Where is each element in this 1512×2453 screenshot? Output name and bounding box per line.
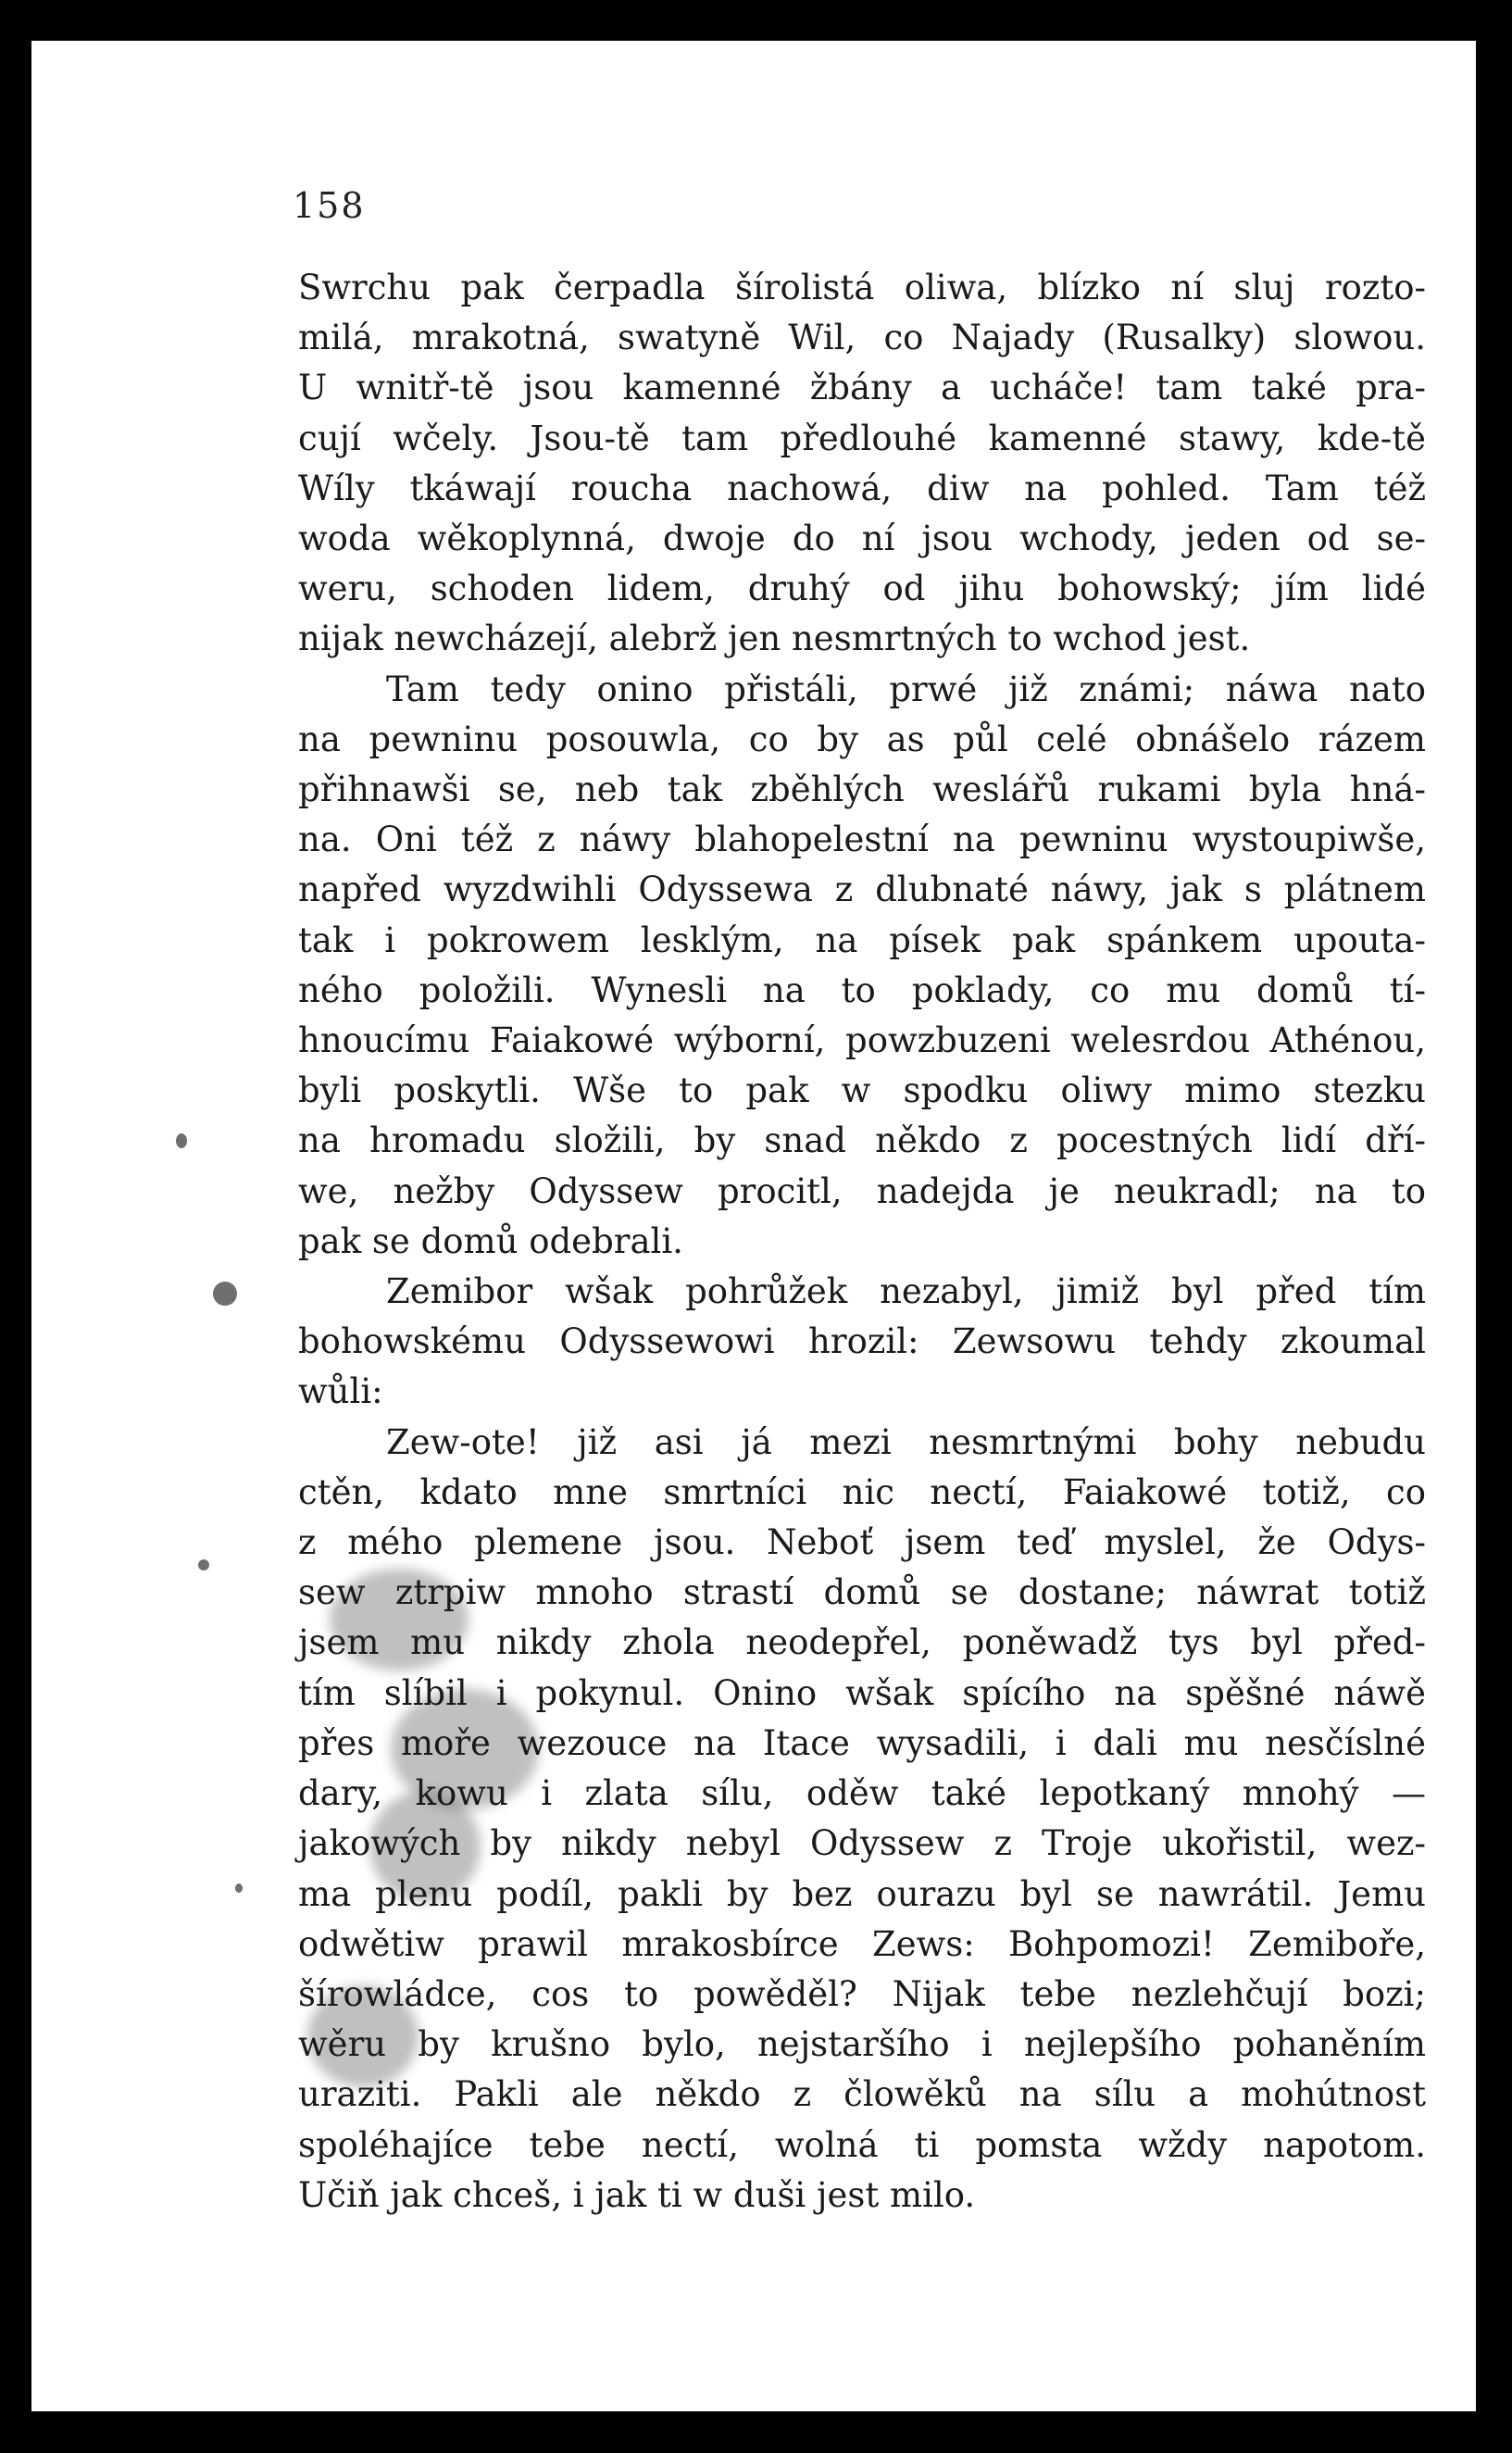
page-number: 158 [293, 185, 366, 226]
ink-speck [235, 1884, 243, 1893]
ink-speck [213, 1282, 237, 1306]
text-line: cují wčely. Jsou-tě tam předlouhé kamenné stawy, kde-tě [298, 418, 1426, 458]
text-line: Učiň jak chceš, i jak ti w duši jest milo. [298, 2174, 976, 2215]
ink-speck [198, 1559, 209, 1571]
book-page [31, 41, 1476, 2411]
text-line: jsem mu nikdy zhola neodepřel, poněwadž tys byl před- [298, 1622, 1426, 1663]
text-line: Swrchu pak čerpadla šírolistá oliwa, blízko ní sluj rozto- [298, 268, 1426, 307]
text-line: napřed wyzdwihli Odyssewa z dlubnaté náwy, jak s plátnem [298, 870, 1426, 910]
text-line: ného položili. Wynesli na to poklady, co mu domů tí- [298, 970, 1426, 1010]
text-line: wěru by krušno bylo, nejstaršího i nejlepšího pohaněním [298, 2024, 1426, 2065]
text-line: Zemibor wšak pohrůžek nezabyl, jimiž byl před tím [386, 1271, 1426, 1312]
text-line: nijak newcházejí, alebrž jen nesmrtných to wchod jest. [298, 619, 1251, 659]
text-line: přes moře wezouce na Itace wysadili, i dali mu nesčíslné [298, 1722, 1426, 1763]
text-line: ctěn, kdato mne smrtníci nic nectí, Faiakowé totiž, co [298, 1471, 1426, 1512]
text-line: dary, kowu i zlata sílu, oděw také lepotkaný mnohý — [298, 1773, 1426, 1814]
text-line: U wnitř-tě jsou kamenné žbány a ucháče! tam také pra- [298, 368, 1426, 408]
text-line: pak se domů odebrali. [298, 1220, 683, 1261]
text-line: we, nežby Odyssew procitl, nadejda je neukradl; na to [298, 1170, 1426, 1211]
text-line: hnoucímu Faiakowé wýborní, powzbuzeni welesrdou Athénou, [298, 1020, 1426, 1061]
text-line: milá, mrakotná, swatyně Wil, co Najady (Rusalky) slowou. [298, 318, 1426, 358]
text-line: spoléhajíce tebe nectí, wolná ti pomsta wždy napotom. [298, 2124, 1426, 2165]
text-line: tak i pokrowem lesklým, na písek pak spánkem upouta- [298, 920, 1426, 960]
text-line: přihnawši se, neb tak zběhlých weslářů rukami byla hná- [298, 770, 1426, 810]
text-line: tím slíbil i pokynul. Onino wšak spícího na spěšné náwě [298, 1672, 1426, 1713]
ink-speck [176, 1133, 187, 1148]
text-line: weru, schoden lidem, druhý od jihu bohowský; jím lidé [298, 569, 1426, 609]
text-line: Tam tedy onino přistáli, prwé již známi; náwa nato [386, 669, 1426, 709]
text-line: z mého plemene jsou. Neboť jsem teď myslel, že Odys- [298, 1522, 1426, 1563]
text-line: sew ztrpiw mnoho strastí domů se dostane; náwrat totiž [298, 1572, 1426, 1613]
text-line: ma plenu podíl, pakli by bez ourazu byl se nawrátil. Jemu [298, 1873, 1426, 1914]
text-line: uraziti. Pakli ale někdo z člowěků na sílu a mohútnost [298, 2074, 1426, 2115]
text-line: na pewninu posouwla, co by as půl celé obnášelo rázem [298, 719, 1426, 759]
text-line: Zew-ote! již asi já mezi nesmrtnými bohy nebudu [386, 1421, 1426, 1462]
text-line: odwětiw prawil mrakosbírce Zews: Bohpomozi! Zemiboře, [298, 1923, 1426, 1964]
text-line: jakowých by nikdy nebyl Odyssew z Troje ukořistil, wez- [298, 1823, 1426, 1864]
text-line: wůli: [298, 1371, 383, 1412]
text-line: na hromadu složili, by snad někdo z pocestných lidí dří- [298, 1120, 1426, 1161]
text-line: bohowskému Odyssewowi hrozil: Zewsowu tehdy zkoumal [298, 1321, 1426, 1362]
text-line: Wíly tkáwají roucha nachowá, diw na pohled. Tam též [298, 468, 1426, 508]
body-text [298, 263, 1426, 2221]
text-line: woda wěkoplynná, dwoje do ní jsou wchody, jeden od se- [298, 519, 1426, 559]
text-line: byli poskytli. Wše to pak w spodku oliwy mimo stezku [298, 1070, 1426, 1111]
text-line: na. Oni též z náwy blahopelestní na pewninu wystoupiwše, [298, 820, 1426, 860]
text-line: šírowládce, cos to powěděl? Nijak tebe nezlehčují bozi; [298, 1973, 1426, 2014]
